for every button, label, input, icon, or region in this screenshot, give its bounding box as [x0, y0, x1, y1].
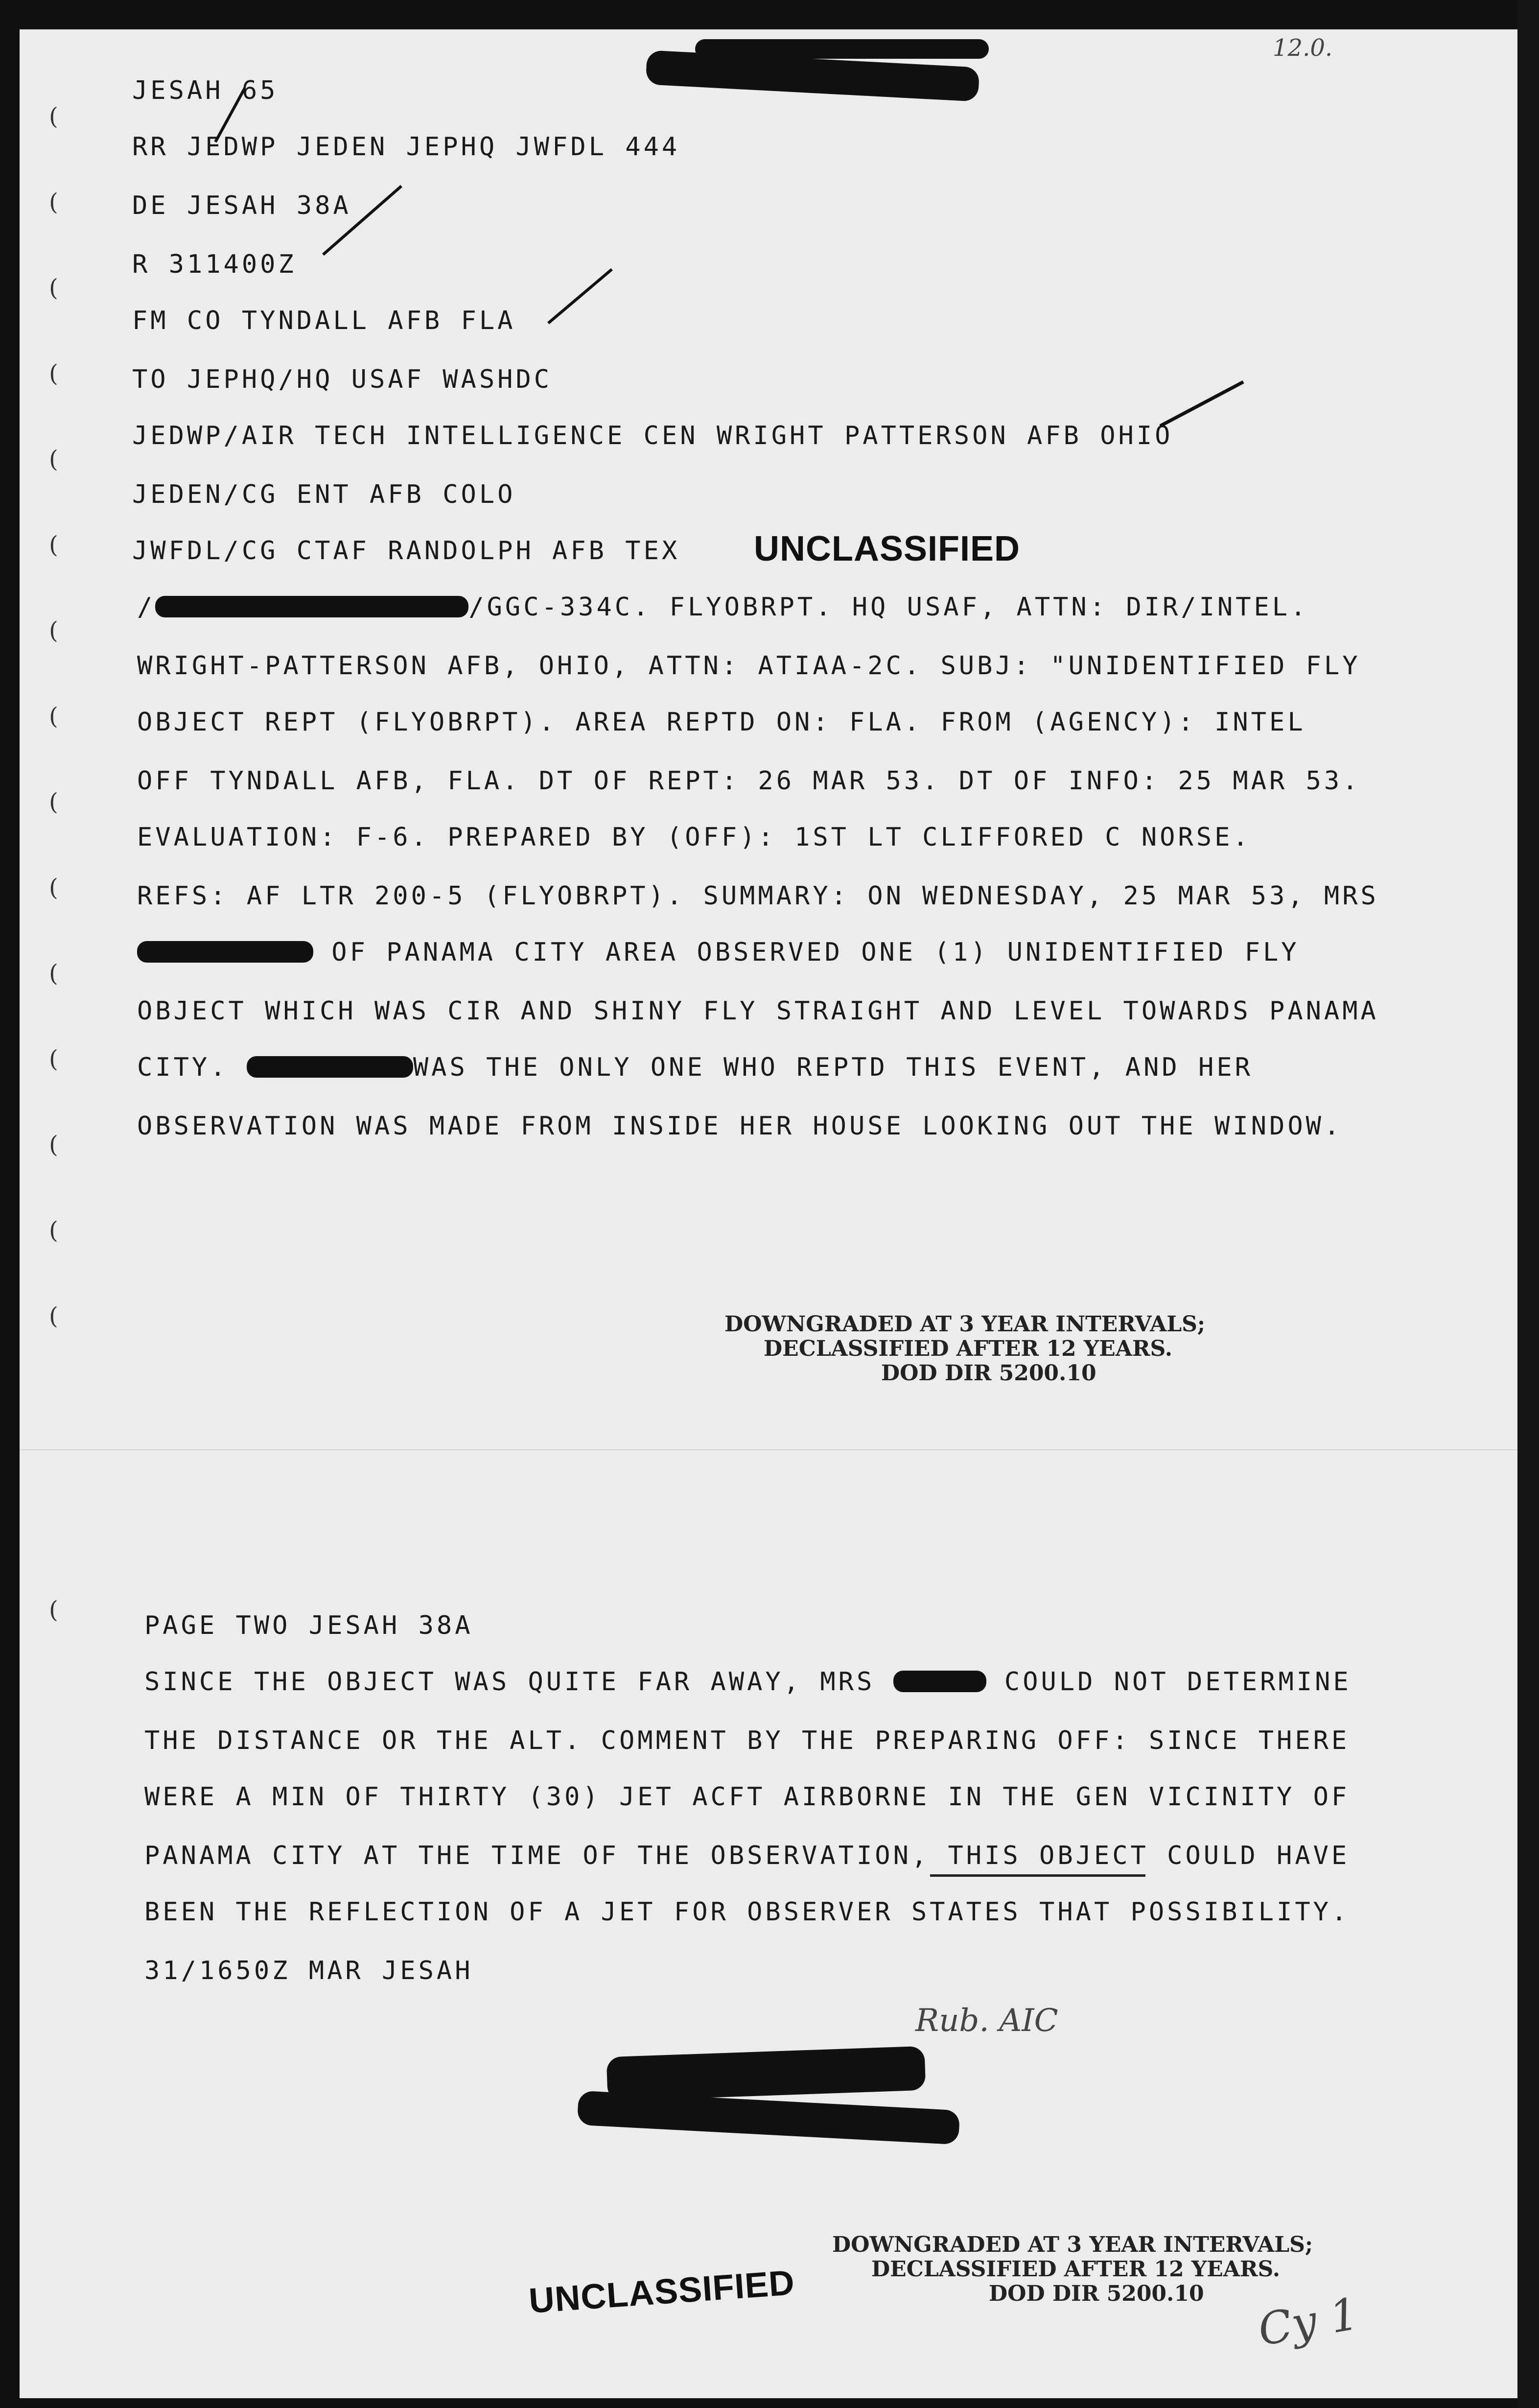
- routing-line: JEDWP/AIR TECH INTELLIGENCE CEN WRIGHT PATTERSON AFB OHIO: [132, 421, 1173, 450]
- redaction-bar: [137, 941, 313, 963]
- message-line: OBJECT REPT (FLYOBRPT). AREA REPTD ON: FLA. FROM (AGENCY): INTEL: [137, 708, 1306, 737]
- message-line: REFS: AF LTR 200-5 (FLYOBRPT). SUMMARY: ON WEDNESDAY, 25 MAR 53, MRS: [137, 881, 1379, 911]
- binder-hole-mark: (: [49, 1045, 58, 1073]
- downgrade-stamp-line: DECLASSIFIED AFTER 12 YEARS.: [871, 2257, 1281, 2282]
- redaction-blot: [577, 2091, 960, 2145]
- page-number-mark: 12.0.: [1273, 34, 1333, 62]
- message-line: WRIGHT-PATTERSON AFB, OHIO, ATTN: ATIAA-2C. SUBJ: "UNIDENTIFIED FLY: [137, 651, 1361, 681]
- classification-stamp: UNCLASSIFIED: [527, 2263, 796, 2321]
- routing-line: JESAH 65: [132, 76, 279, 105]
- redaction-bar: [893, 1671, 986, 1692]
- routing-line: DE JESAH 38A: [132, 191, 351, 220]
- message-line: OBSERVATION WAS MADE FROM INSIDE HER HOUSE LOOKING OUT THE WINDOW.: [137, 1111, 1343, 1141]
- page-two-heading: PAGE TWO JESAH 38A: [144, 1611, 473, 1640]
- binder-hole-mark: (: [49, 189, 58, 216]
- message-line: OFF TYNDALL AFB, FLA. DT OF REPT: 26 MAR 53. DT OF INFO: 25 MAR 53.: [137, 766, 1361, 796]
- binder-hole-mark: (: [49, 274, 58, 302]
- handwritten-copy-mark: Cy 1: [1254, 2288, 1363, 2357]
- message-line: THE DISTANCE OR THE ALT. COMMENT BY THE PREPARING OFF: SINCE THERE: [144, 1726, 1350, 1755]
- routing-line: RR JEDWP JEDEN JEPHQ JWFDL 444: [132, 132, 680, 162]
- redaction-bar: [247, 1056, 413, 1078]
- downgrade-stamp: [724, 1312, 1205, 1386]
- routing-line: FM CO TYNDALL AFB FLA: [132, 306, 516, 335]
- pen-tick-marks: [20, 29, 1517, 519]
- routing-line: R 311400Z: [132, 250, 297, 279]
- routing-line: TO JEPHQ/HQ USAF WASHDC: [132, 365, 553, 394]
- binder-hole-mark: (: [49, 103, 58, 130]
- binder-hole-mark: (: [49, 703, 58, 730]
- message-line: WERE A MIN OF THIRTY (30) JET ACFT AIRBORNE IN THE GEN VICINITY OF: [144, 1782, 1350, 1812]
- message-line: / /GGC-334C. FLYOBRPT. HQ USAF, ATTN: DIR/INTEL.: [137, 592, 1309, 622]
- message-line: 31/1650Z MAR JESAH: [144, 1956, 473, 1985]
- downgrade-stamp-line: DOWNGRADED AT 3 YEAR INTERVALS;: [724, 1312, 1206, 1337]
- binder-hole-mark: (: [49, 1217, 58, 1244]
- binder-hole-mark: (: [49, 788, 58, 816]
- binder-hole-mark: (: [49, 617, 58, 644]
- message-line: PANAMA CITY AT THE TIME OF THE OBSERVATION, THIS OBJECT COULD HAVE: [144, 1841, 1350, 1870]
- binder-hole-mark: (: [49, 1131, 58, 1158]
- message-line: SINCE THE OBJECT WAS QUITE FAR AWAY, MRS COULD NOT DETERMINE: [144, 1667, 1352, 1697]
- redaction-blot: [606, 2046, 926, 2101]
- downgrade-stamp-line: DOD DIR 5200.10: [881, 1361, 1096, 1386]
- binder-hole-mark: (: [49, 446, 58, 473]
- binder-hole-mark: (: [49, 960, 58, 987]
- binder-hole-mark: (: [49, 1302, 58, 1330]
- binder-hole-mark: (: [49, 1596, 58, 1624]
- handwritten-initials: Rub. AIC: [915, 2003, 1058, 2039]
- binder-hole-mark: (: [49, 531, 58, 559]
- binder-hole-mark: (: [49, 874, 58, 901]
- downgrade-stamp-line: DOWNGRADED AT 3 YEAR INTERVALS;: [832, 2232, 1313, 2257]
- message-line: BEEN THE REFLECTION OF A JET FOR OBSERVER STATES THAT POSSIBILITY.: [144, 1897, 1350, 1927]
- routing-line: JEDEN/CG ENT AFB COLO: [132, 480, 516, 509]
- teletype-document: [20, 29, 1517, 2398]
- message-line: CITY. WAS THE ONLY ONE WHO REPTD THIS EVENT, AND HER: [137, 1053, 1253, 1082]
- scan-border: [1517, 0, 1539, 2408]
- pen-underline: [930, 1874, 1145, 1877]
- downgrade-stamp-line: DOD DIR 5200.10: [989, 2281, 1204, 2306]
- downgrade-stamp: [832, 2233, 1313, 2306]
- message-line: OBJECT WHICH WAS CIR AND SHINY FLY STRAIGHT AND LEVEL TOWARDS PANAMA: [137, 996, 1379, 1026]
- downgrade-stamp-line: DECLASSIFIED AFTER 12 YEARS.: [764, 1336, 1173, 1361]
- redaction-bar: [155, 596, 468, 617]
- message-line: OF PANAMA CITY AREA OBSERVED ONE (1) UNIDENTIFIED FLY: [137, 938, 1300, 967]
- routing-line: JWFDL/CG CTAF RANDOLPH AFB TEX: [132, 536, 680, 566]
- binder-hole-mark: (: [49, 360, 58, 387]
- classification-stamp: UNCLASSIFIED: [754, 529, 1021, 568]
- fold-line: [20, 1449, 1517, 1450]
- message-line: EVALUATION: F-6. PREPARED BY (OFF): 1ST LT CLIFFORED C NORSE.: [137, 823, 1251, 852]
